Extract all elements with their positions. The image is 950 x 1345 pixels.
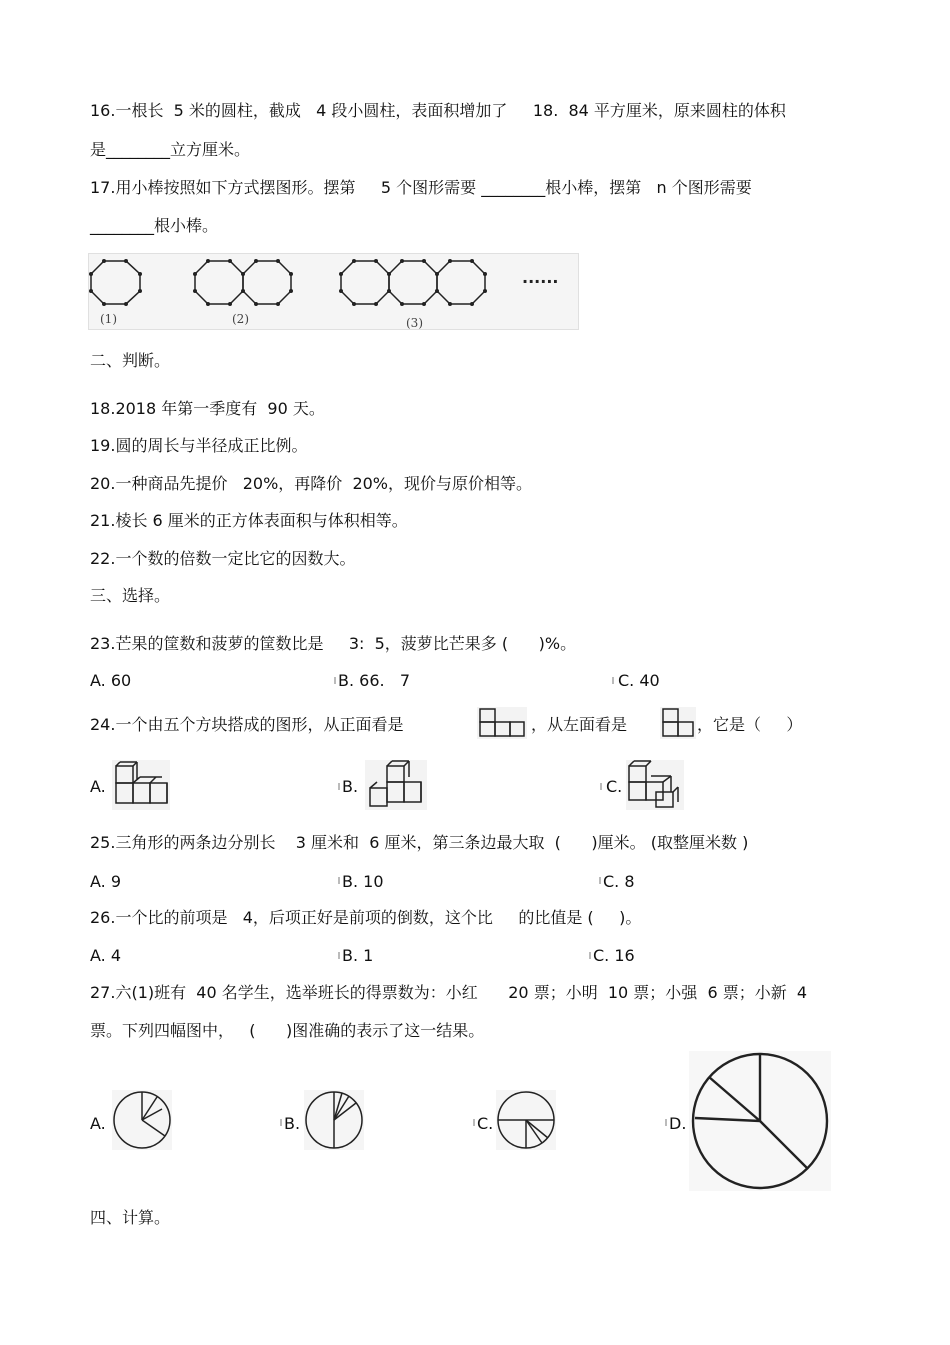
q21-text: 21.棱长 6 厘米的正方体表面积与体积相等。	[90, 511, 408, 530]
q27-option-d: D.	[669, 1114, 687, 1133]
q23-option-c: C. 40	[618, 671, 660, 690]
q17-line1: 17.用小棒按照如下方式摆图形。摆第 5 个图形需要 ________根小棒，摆第 n 个图形需要	[90, 178, 752, 197]
pie-chart-d-icon	[689, 1051, 831, 1191]
q23-option-a: A. 60	[90, 671, 132, 690]
section-3-heading: 三、选择。	[90, 586, 171, 605]
q26-option-a: A. 4	[90, 946, 122, 965]
cube-stack-c-icon	[626, 760, 684, 810]
q23-stem: 23.芒果的筐数和菠萝的筐数比是 3: 5，菠萝比芒果多 ( )%。	[90, 634, 577, 653]
q25-option-b: B. 10	[342, 872, 384, 891]
cube-stack-a-icon	[112, 760, 170, 810]
q25-option-c: C. 8	[603, 872, 635, 891]
pie-chart-c-icon	[496, 1090, 556, 1150]
scan-mark	[280, 1119, 282, 1126]
q23-option-b: B. 66. 7	[338, 671, 411, 690]
q17-line2: ________根小棒。	[90, 216, 219, 235]
q25-stem: 25.三角形的两条边分别长 3 厘米和 6 厘米，第三条边最大取 ( )厘米。 (取整厘米数 )	[90, 833, 749, 852]
q18-text: 18.2018 年第一季度有 90 天。	[90, 399, 325, 418]
q27-option-c: C.	[477, 1114, 494, 1133]
scan-mark	[612, 677, 614, 684]
q22-text: 22.一个数的倍数一定比它的因数大。	[90, 549, 356, 568]
q20-text: 20.一种商品先提价 20%，再降价 20%，现价与原价相等。	[90, 474, 533, 493]
q24-option-a: A.	[90, 777, 106, 796]
q24-part1: 24.一个由五个方块搭成的图形，从正面看是	[90, 715, 404, 734]
scan-mark	[334, 677, 336, 684]
q26-option-c: C. 16	[593, 946, 635, 965]
q26-stem: 26.一个比的前项是 4，后项正好是前项的倒数，这个比 的比值是 ( )。	[90, 908, 642, 927]
figure-label-2: (2)	[232, 312, 249, 326]
q27-option-a: A.	[90, 1114, 106, 1133]
octagon-stick-figure	[88, 253, 580, 331]
scan-mark	[338, 783, 340, 790]
section-4-heading: 四、计算。	[90, 1208, 171, 1227]
q27-line2: 票。下列四幅图中， ( )图准确的表示了这一结果。	[90, 1021, 485, 1040]
section-2-heading: 二、判断。	[90, 351, 171, 370]
q24-option-c: C.	[606, 777, 623, 796]
front-view-icon	[477, 707, 527, 739]
q25-option-a: A. 9	[90, 872, 122, 891]
scan-mark	[473, 1119, 475, 1126]
scan-mark	[589, 952, 591, 959]
figure-label-3: (3)	[406, 316, 423, 330]
pie-chart-a-icon	[112, 1090, 172, 1150]
cube-stack-b-icon	[365, 760, 427, 810]
pie-chart-b-icon	[304, 1090, 364, 1150]
left-view-icon	[660, 707, 696, 739]
scan-mark	[338, 952, 340, 959]
scan-mark	[665, 1119, 667, 1126]
q16-line1: 16.一根长 5 米的圆柱，截成 4 段小圆柱，表面积增加了 18. 84 平方厘米，原来圆柱的体积	[90, 101, 786, 120]
q27-line1: 27.六(1)班有 40 名学生，选举班长的得票数为：小红 20 票；小明 10 票；小强 6 票；小新 4	[90, 983, 808, 1002]
q24-part3: ，它是（ ）	[697, 715, 803, 734]
q27-option-b: B.	[284, 1114, 301, 1133]
q19-text: 19.圆的周长与半径成正比例。	[90, 436, 308, 455]
q24-part2: ，从左面看是	[531, 715, 628, 734]
scan-mark	[599, 877, 601, 884]
q24-option-b: B.	[342, 777, 359, 796]
q26-option-b: B. 1	[342, 946, 374, 965]
q16-line2: 是________立方厘米。	[90, 140, 251, 159]
figure-label-1: (1)	[100, 312, 117, 326]
figure-ellipsis: ······	[522, 272, 559, 291]
scan-mark	[600, 783, 602, 790]
scan-mark	[338, 877, 340, 884]
